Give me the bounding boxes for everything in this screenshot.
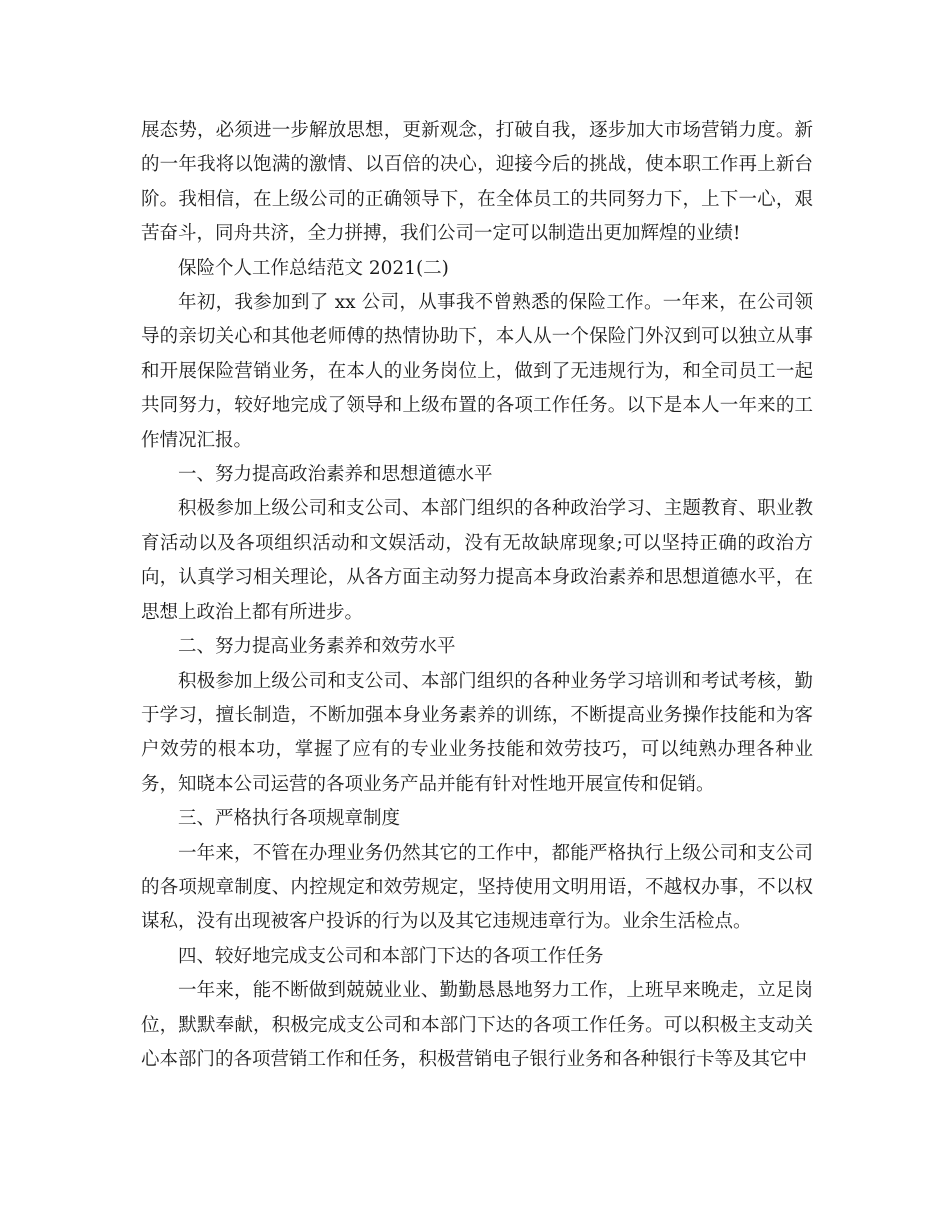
heading-3: 三、严格执行各项规章制度 [178,808,401,830]
heading-4: 四、较好地完成支公司和本部门下达的各项工作任务 [178,945,604,967]
paragraph-4: 一年来，能不断做到兢兢业业、勤勤恳恳地努力工作，上班早来晚走，立足岗位，默默奉献，积极完成支公司和本部门下达的各项工作任务。可以积极主支动关心本部门的各项营销工作和任务，积极营销电子银行业务和各种银行卡等及其它中 [141,980,813,1070]
heading-1: 一、努力提高政治素养和思想道德水平 [178,464,493,486]
paragraph-intro: 年初，我参加到了 xx 公司，从事我不曾熟悉的保险工作。一年来，在公司领导的亲切关心和其他老师傅的热情协助下，本人从一个保险门外汉到可以独立从事和开展保险营销业务，在本人的业务岗位上，做到了无违规行为，和全司员工一起共同努力，较好地完成了领导和上级布置的各项工作任务。以下是本人一年来的工作情况汇报。 [141,292,813,451]
paragraph-3: 一年来，不管在办理业务仍然其它的工作中，都能严格执行上级公司和支公司的各项规章制度、内控规定和效劳规定，坚持使用文明用语，不越权办事，不以权谋私，没有出现被客户投诉的行为以及其它违规违章行为。业余生活检点。 [141,842,813,933]
document-body [141,114,813,1077]
paragraph-1: 积极参加上级公司和支公司、本部门组织的各种政治学习、主题教育、职业教育活动以及各项组织活动和文娱活动，没有无故缺席现象;可以坚持正确的政治方向，认真学习相关理论，从各方面主动努力提高本身政治素养和思想道德水平，在思想上政治上都有所进步。 [141,498,813,623]
paragraph-2: 积极参加上级公司和支公司、本部门组织的各种业务学习培训和考试考核，勤于学习，擅长制造，不断加强本身业务素养的训练，不断提高业务操作技能和为客户效劳的根本功，掌握了应有的专业业务技能和效劳技巧，可以纯熟办理各种业务，知晓本公司运营的各项业务产品并能有针对性地开展宣传和促销。 [141,670,813,795]
section-title: 保险个人工作总结范文 2021(二) [178,257,449,279]
paragraph-continuation: 展态势，必须进一步解放思想，更新观念，打破自我，逐步加大市场营销力度。新的一年我将以饱满的激情、以百倍的决心，迎接今后的挑战，使本职工作再上新台阶。我相信，在上级公司的正确领导下，在全体员工的共同努力下，上下一心，艰苦奋斗，同舟共济，全力拼搏，我们公司一定可以制造出更加辉煌的业绩! [141,120,813,245]
heading-2: 二、努力提高业务素养和效劳水平 [178,636,456,658]
